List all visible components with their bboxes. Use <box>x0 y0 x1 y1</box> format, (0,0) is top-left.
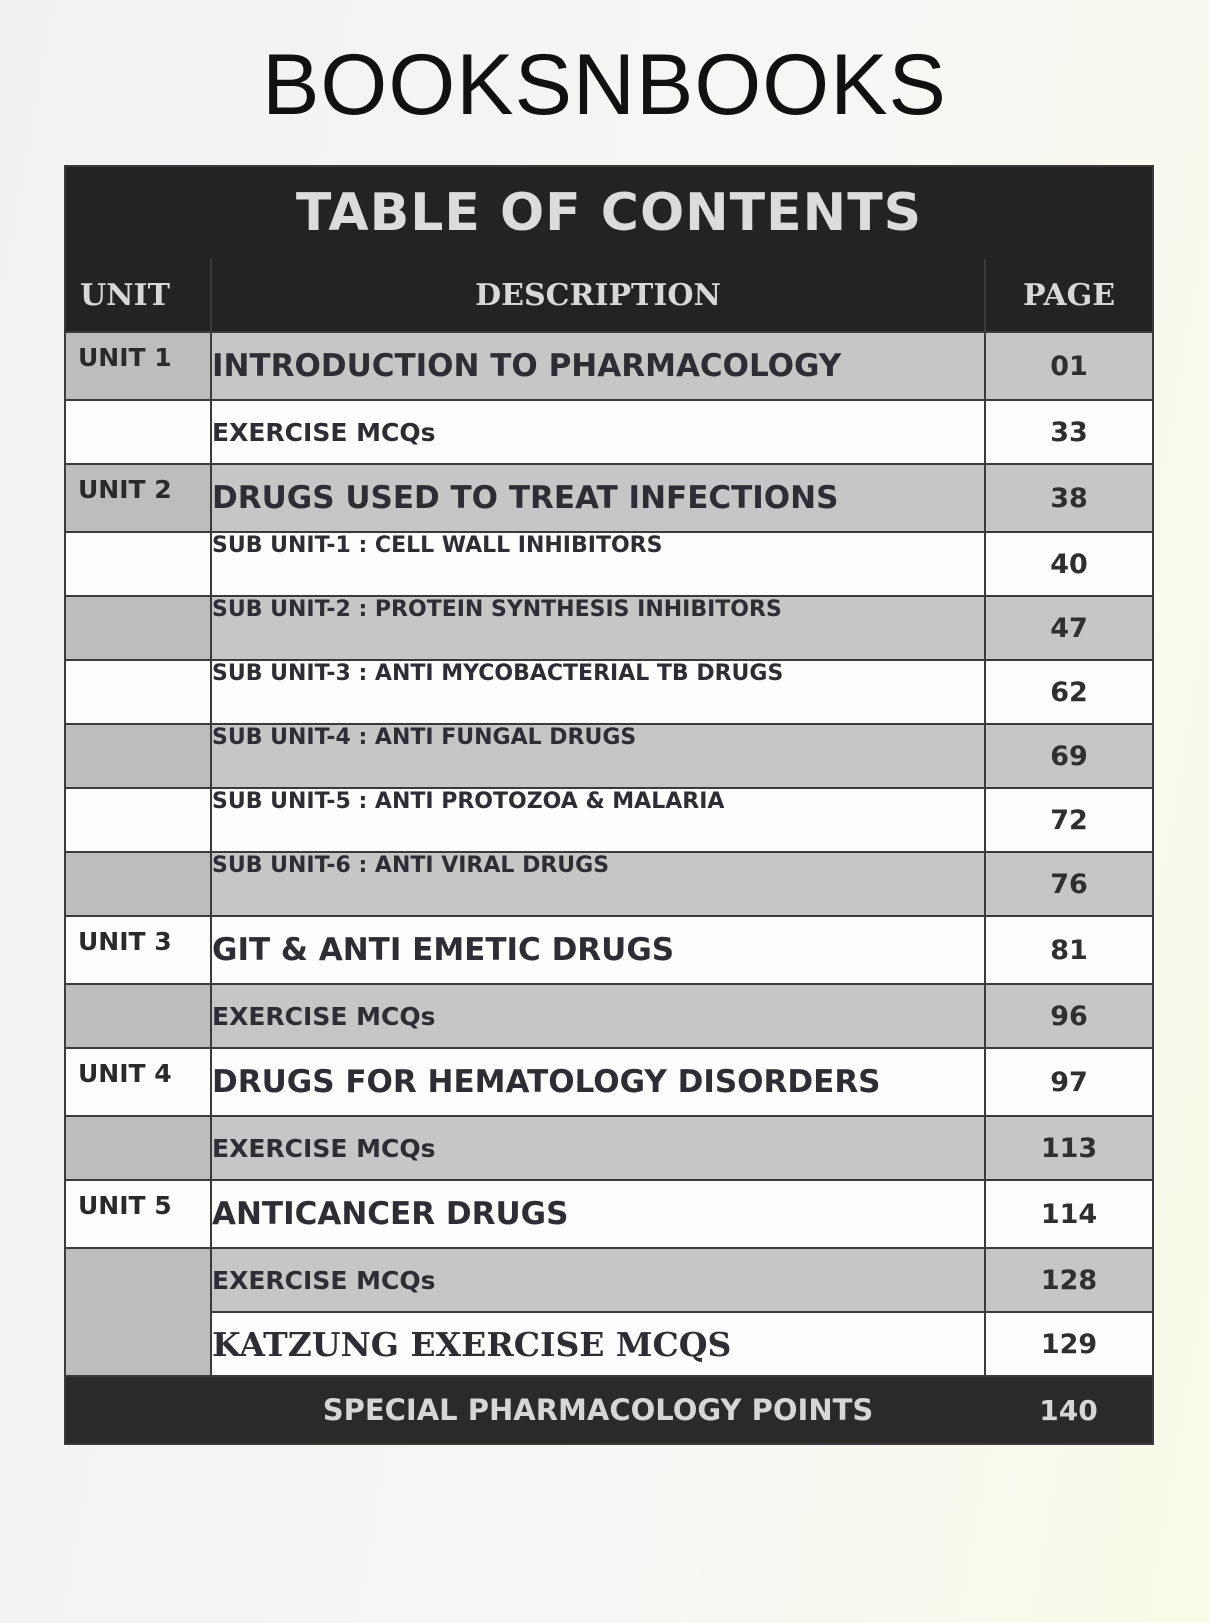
entry-description: SUB UNIT-4 : ANTI FUNGAL DRUGS <box>211 724 985 788</box>
table-row <box>65 596 1153 660</box>
entry-page: 47 <box>985 596 1153 660</box>
unit-label <box>65 1248 211 1376</box>
entry-page: 129 <box>985 1312 1153 1376</box>
unit-label <box>65 596 211 660</box>
unit-label <box>65 788 211 852</box>
unit-label: UNIT 1 <box>65 332 211 400</box>
entry-description: SUB UNIT-3 : ANTI MYCOBACTERIAL TB DRUGS <box>211 660 985 724</box>
entry-page: 76 <box>985 852 1153 916</box>
entry-page: 113 <box>985 1116 1153 1180</box>
table-row <box>65 1248 1153 1312</box>
table-row <box>65 532 1153 596</box>
header-description: DESCRIPTION <box>211 259 985 332</box>
entry-page: 97 <box>985 1048 1153 1116</box>
unit-label <box>65 400 211 464</box>
entry-page: 62 <box>985 660 1153 724</box>
entry-description: INTRODUCTION TO PHARMACOLOGY <box>211 332 985 400</box>
table-of-contents <box>64 165 1154 1445</box>
table-row <box>65 916 1153 984</box>
entry-page: 128 <box>985 1248 1153 1312</box>
table-row <box>65 1116 1153 1180</box>
entry-description: DRUGS FOR HEMATOLOGY DISORDERS <box>211 1048 985 1116</box>
header-page: PAGE <box>985 259 1153 332</box>
header-unit: UNIT <box>65 259 211 332</box>
unit-label <box>65 984 211 1048</box>
entry-description: EXERCISE MCQs <box>211 1248 985 1312</box>
entry-page: 69 <box>985 724 1153 788</box>
entry-page: 72 <box>985 788 1153 852</box>
entry-description: KATZUNG EXERCISE MCQS <box>211 1312 985 1376</box>
entry-description: SUB UNIT-6 : ANTI VIRAL DRUGS <box>211 852 985 916</box>
unit-label: UNIT 3 <box>65 916 211 984</box>
entry-description: EXERCISE MCQs <box>211 1116 985 1180</box>
table-row-final <box>65 1376 1153 1444</box>
entry-description: SUB UNIT-2 : PROTEIN SYNTHESIS INHIBITORS <box>211 596 985 660</box>
unit-label: UNIT 5 <box>65 1180 211 1248</box>
table-row <box>65 1312 1153 1376</box>
final-description: SPECIAL PHARMACOLOGY POINTS <box>211 1376 985 1444</box>
table-row <box>65 332 1153 400</box>
unit-label <box>65 724 211 788</box>
entry-page: 114 <box>985 1180 1153 1248</box>
table-row <box>65 1048 1153 1116</box>
entry-description: SUB UNIT-5 : ANTI PROTOZOA & MALARIA <box>211 788 985 852</box>
entry-page: 40 <box>985 532 1153 596</box>
entry-page: 96 <box>985 984 1153 1048</box>
entry-description: SUB UNIT-1 : CELL WALL INHIBITORS <box>211 532 985 596</box>
unit-label: UNIT 2 <box>65 464 211 532</box>
final-page: 140 <box>985 1376 1153 1444</box>
table-row <box>65 1180 1153 1248</box>
table-row <box>65 464 1153 532</box>
entry-description: ANTICANCER DRUGS <box>211 1180 985 1248</box>
final-unit-cell <box>65 1376 211 1444</box>
entry-page: 81 <box>985 916 1153 984</box>
table-row <box>65 400 1153 464</box>
entry-description: EXERCISE MCQs <box>211 400 985 464</box>
unit-label: UNIT 4 <box>65 1048 211 1116</box>
table-row <box>65 984 1153 1048</box>
entry-page: 38 <box>985 464 1153 532</box>
table-row <box>65 660 1153 724</box>
entry-description: GIT & ANTI EMETIC DRUGS <box>211 916 985 984</box>
brand-title: BOOKSNBOOKS <box>262 37 947 133</box>
entry-page: 33 <box>985 400 1153 464</box>
unit-label <box>65 660 211 724</box>
unit-label <box>65 1116 211 1180</box>
table-row <box>65 852 1153 916</box>
entry-description: DRUGS USED TO TREAT INFECTIONS <box>211 464 985 532</box>
unit-label <box>65 852 211 916</box>
entry-page: 01 <box>985 332 1153 400</box>
table-row <box>65 788 1153 852</box>
toc-title: TABLE OF CONTENTS <box>65 166 1153 259</box>
unit-label <box>65 532 211 596</box>
entry-description: EXERCISE MCQs <box>211 984 985 1048</box>
table-row <box>65 724 1153 788</box>
